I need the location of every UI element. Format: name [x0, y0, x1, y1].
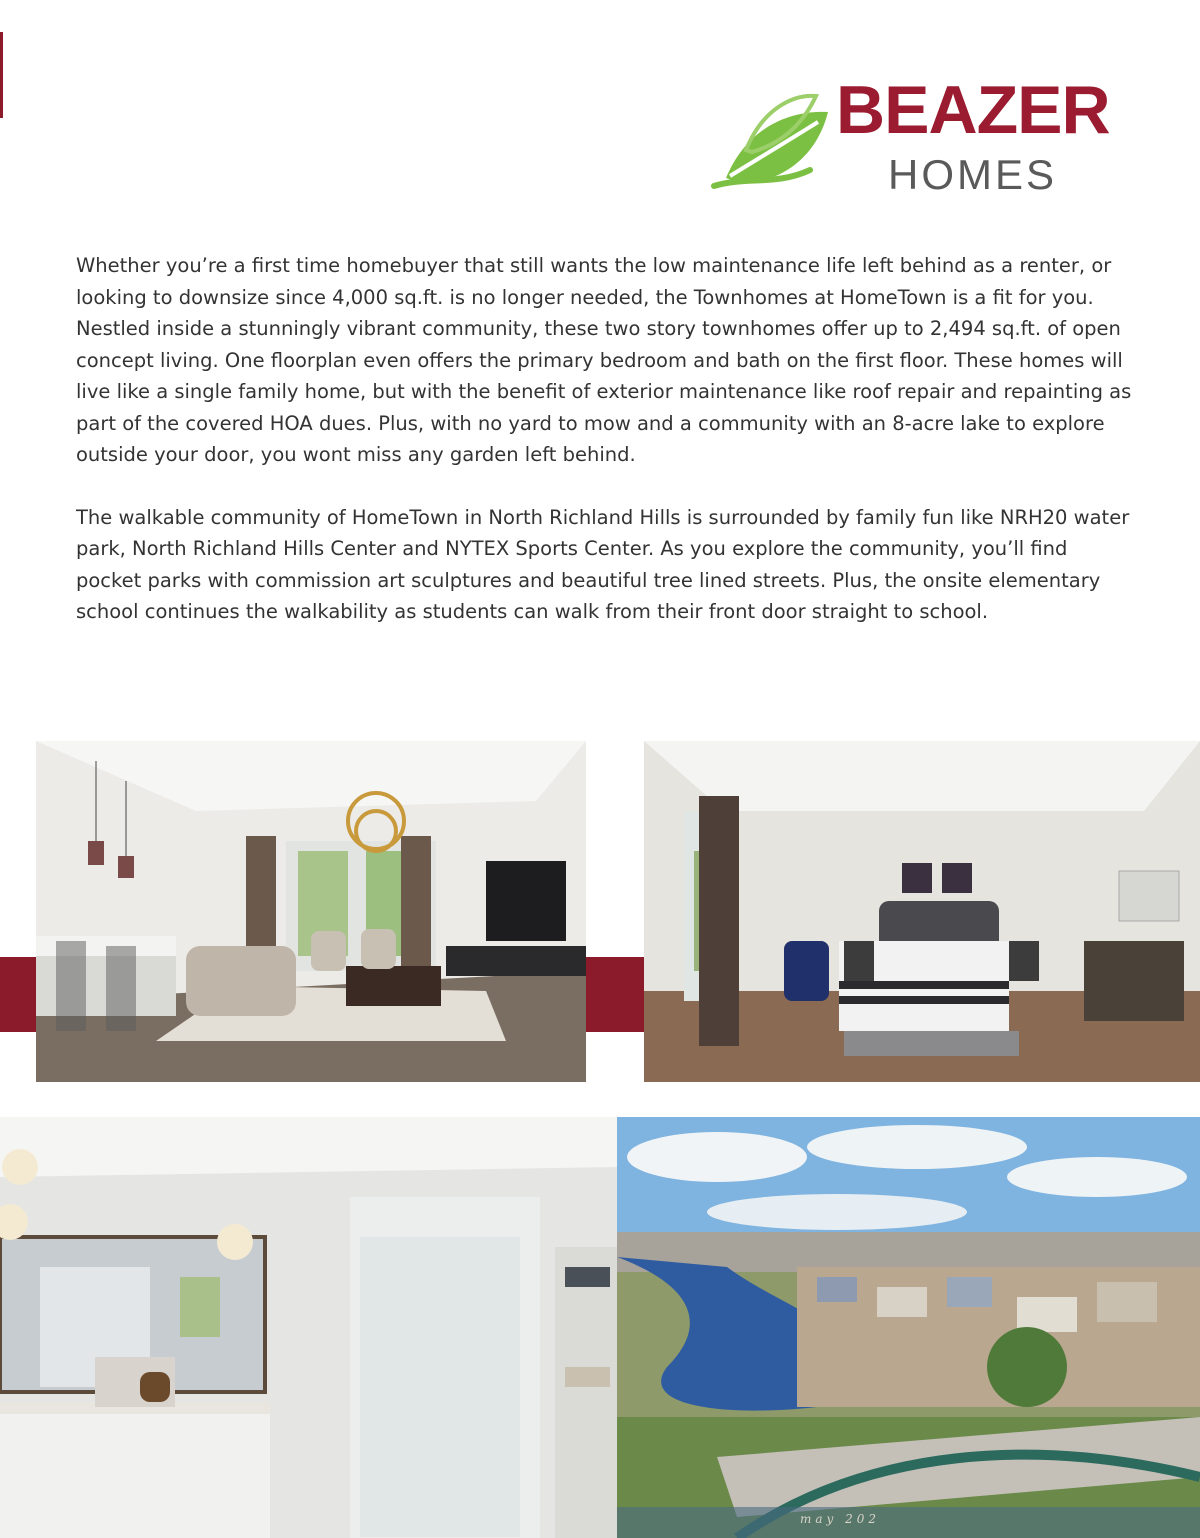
living-room-photo	[36, 741, 586, 1082]
article-body	[76, 250, 1136, 659]
accent-block-middle	[584, 957, 644, 1032]
footer-text: may 202	[800, 1512, 881, 1526]
leaf-icon	[706, 90, 836, 200]
logo-brand-subname: HOMES	[888, 151, 1058, 198]
beazer-homes-logo	[706, 72, 1116, 210]
bathroom-photo	[0, 1117, 617, 1538]
article-paragraph-1: Whether you’re a first time homebuyer that still wants the low maintenance life left behind as a renter, or looking to downsize since 4,000 sq.ft. is no longer needed, the Townhomes at HomeTown is a fit for you. Nestled inside a stunningly vibrant community, these two story townhomes offer up to 2,494 sq.ft. of open concept living. One floorplan even offers the primary bedroom and bath on the first floor. These homes will live like a single family home, but with the benefit of exterior maintenance like roof repair and repainting as part of the covered HOA dues. Plus, with no yard to mow and a community with an 8-acre lake to explore outside your door, you wont miss any garden left behind.	[76, 254, 1132, 466]
article-paragraph-2: The walkable community of HomeTown in North Richland Hills is surrounded by family fun like NRH20 water park, North Richland Hills Center and NYTEX Sports Center. As you explore the community, you’ll find pocket parks with commission art sculptures and beautiful tree lined streets. Plus, the onsite elementary school continues the walkability as students can walk from their front door straight to school.	[76, 505, 1130, 623]
logo-brand-name: BEAZER	[836, 72, 1110, 148]
accent-block-left	[0, 957, 40, 1032]
edge-accent-bar	[0, 32, 3, 118]
bedroom-photo	[644, 741, 1200, 1082]
aerial-community-photo	[617, 1117, 1200, 1538]
